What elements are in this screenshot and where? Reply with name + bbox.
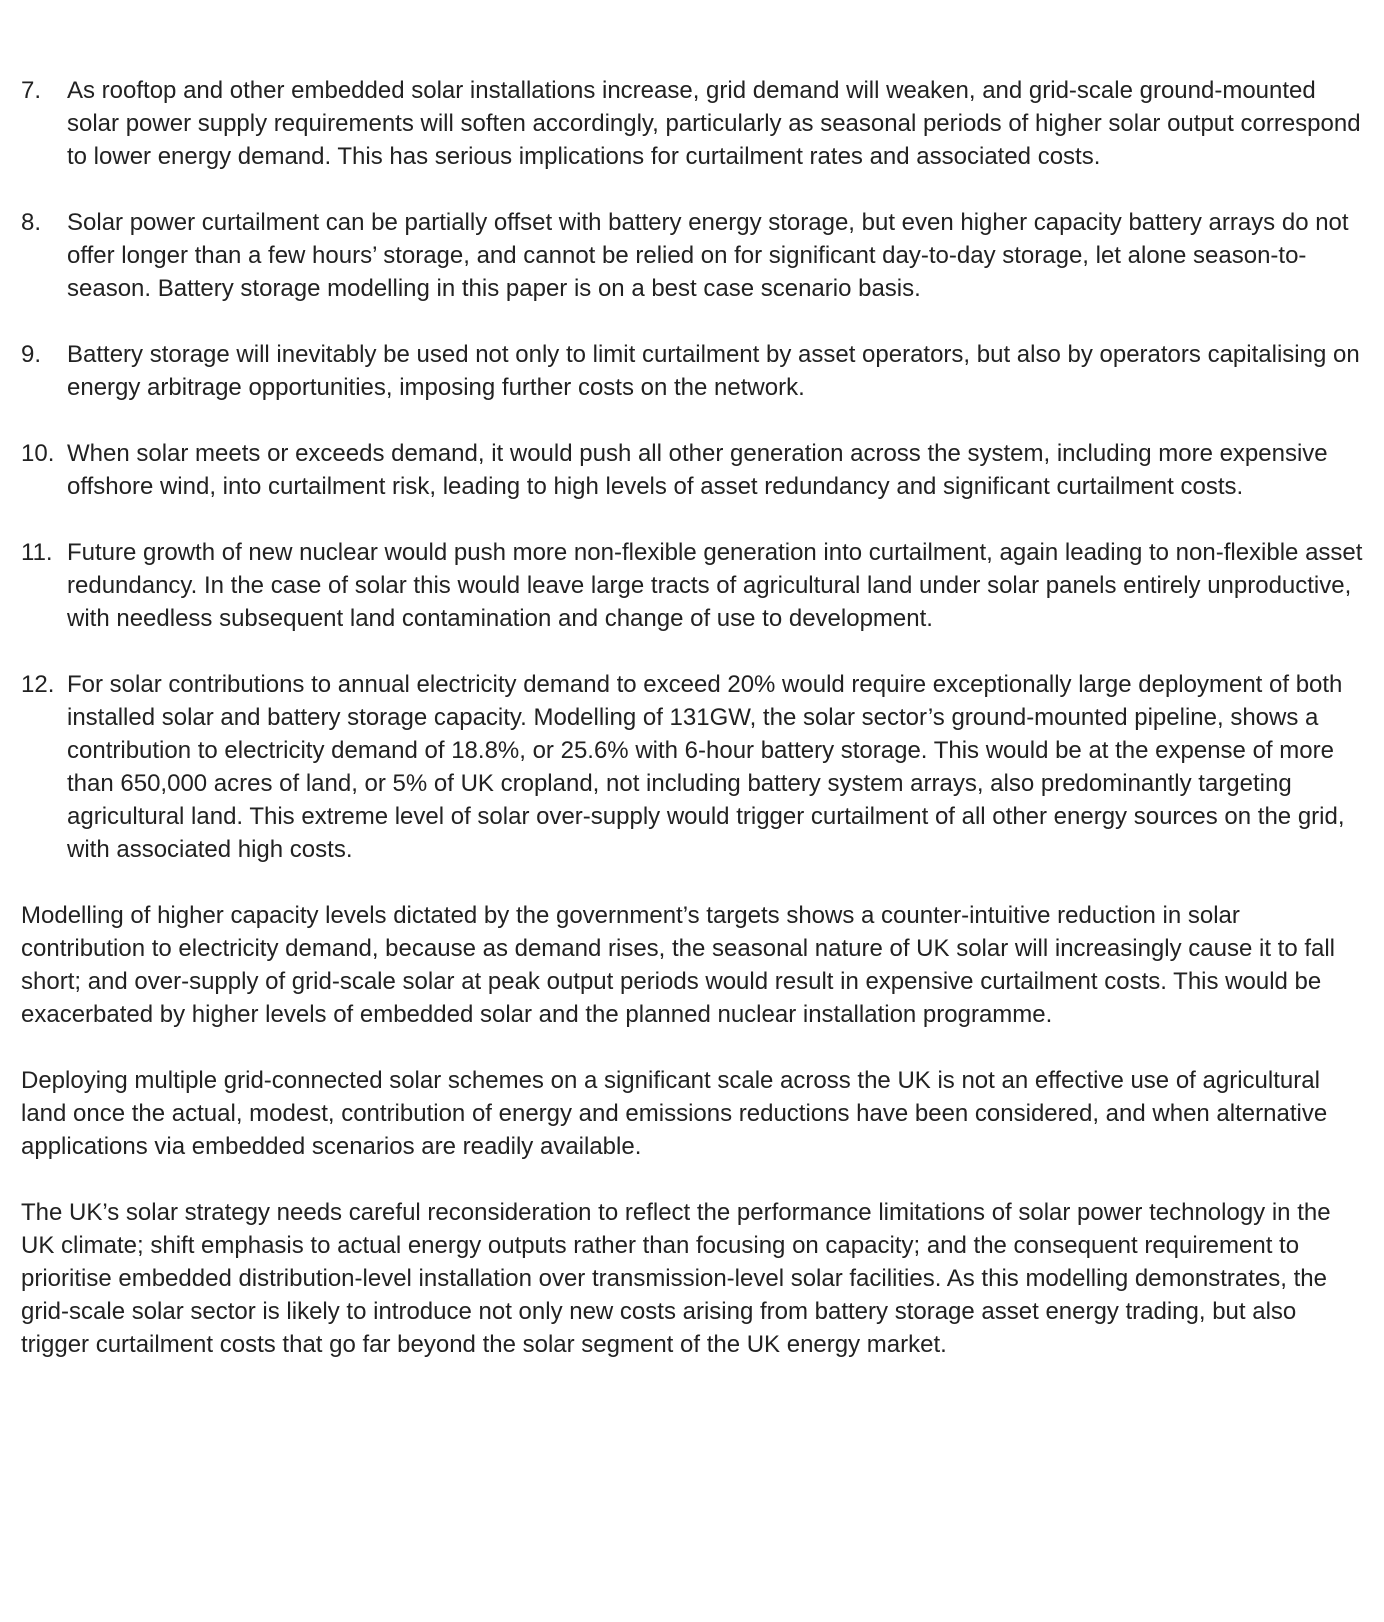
list-item-text: As rooftop and other embedded solar installations increase, grid demand will weaken, and grid-scale ground-mounted solar power supply requirements will soften accordingly, particularly as seasonal periods of higher solar output correspond to lower energy demand. This has serious implications for curtailment rates and associated costs. — [67, 77, 1361, 170]
list-item-number: 7. — [21, 77, 42, 104]
list-item-text: Future growth of new nuclear would push more non-flexible generation into curtailment, again leading to non-flexible asset redundancy. In the case of solar this would leave large tracts of agricultural land under solar panels entirely unproductive, with needless subsequent land contamination and change of use to development. — [67, 539, 1363, 632]
list-item — [21, 437, 1367, 503]
list-item-number: 10. — [21, 440, 55, 467]
list-item — [21, 668, 1367, 866]
body-paragraph-strategy: The UK’s solar strategy needs careful reconsideration to reflect the performance limitations of solar power technology in the UK climate; shift emphasis to actual energy outputs rather than focusing on capacity; and the consequent requirement to prioritise embedded distribution-level installation over transmission-level solar facilities. As this modelling demonstrates, the grid-scale solar sector is likely to introduce not only new costs arising from battery storage asset energy trading, but also trigger curtailment costs that go far beyond the solar segment of the UK energy market. — [21, 1199, 1331, 1358]
list-item — [21, 206, 1367, 305]
list-item — [21, 536, 1367, 635]
list-item-number: 11. — [21, 539, 53, 566]
document-body — [21, 74, 1361, 1394]
list-item-number: 9. — [21, 341, 42, 368]
findings-list — [21, 74, 1361, 866]
list-item-number: 12. — [21, 671, 55, 698]
list-item-text: For solar contributions to annual electricity demand to exceed 20% would require exceptionally large deployment of both installed solar and battery storage capacity. Modelling of 131GW, the solar sector’s ground-mounted pipeline, shows a contribution to electricity demand of 18.8%, or 25.6% with 6-hour battery storage. This would be at the expense of more than 650,000 acres of land, or 5% of UK cropland, not including battery system arrays, also predominantly targeting agricultural land. This extreme level of solar over-supply would trigger curtailment of all other energy sources on the grid, with associated high costs. — [67, 671, 1345, 863]
list-item-number: 8. — [21, 209, 42, 236]
list-item-text: Battery storage will inevitably be used not only to limit curtailment by asset operators, but also by operators capitalising on energy arbitrage opportunities, imposing further costs on the network. — [67, 341, 1360, 401]
body-paragraph-deploying: Deploying multiple grid-connected solar schemes on a significant scale across the UK is not an effective use of agricultural land once the actual, modest, contribution of energy and emissions reductions have been considered, and when alternative applications via embedded scenarios are readily available. — [21, 1067, 1328, 1160]
body-paragraph-modelling: Modelling of higher capacity levels dictated by the government’s targets shows a counter-intuitive reduction in solar contribution to electricity demand, because as demand rises, the seasonal nature of UK solar will increasingly cause it to fall short; and over-supply of grid-scale solar at peak output periods would result in expensive curtailment costs. This would be exacerbated by higher levels of embedded solar and the planned nuclear installation programme. — [21, 902, 1336, 1028]
list-item — [21, 74, 1367, 173]
list-item-text: Solar power curtailment can be partially offset with battery energy storage, but even higher capacity battery arrays do not offer longer than a few hours’ storage, and cannot be relied on for significant day-to-day storage, let alone season-to-season. Battery storage modelling in this paper is on a best case scenario basis. — [67, 209, 1349, 302]
list-item — [21, 338, 1367, 404]
list-item-text: When solar meets or exceeds demand, it would push all other generation across the system, including more expensive offshore wind, into curtailment risk, leading to high levels of asset redundancy and significant curtailment costs. — [67, 440, 1328, 500]
